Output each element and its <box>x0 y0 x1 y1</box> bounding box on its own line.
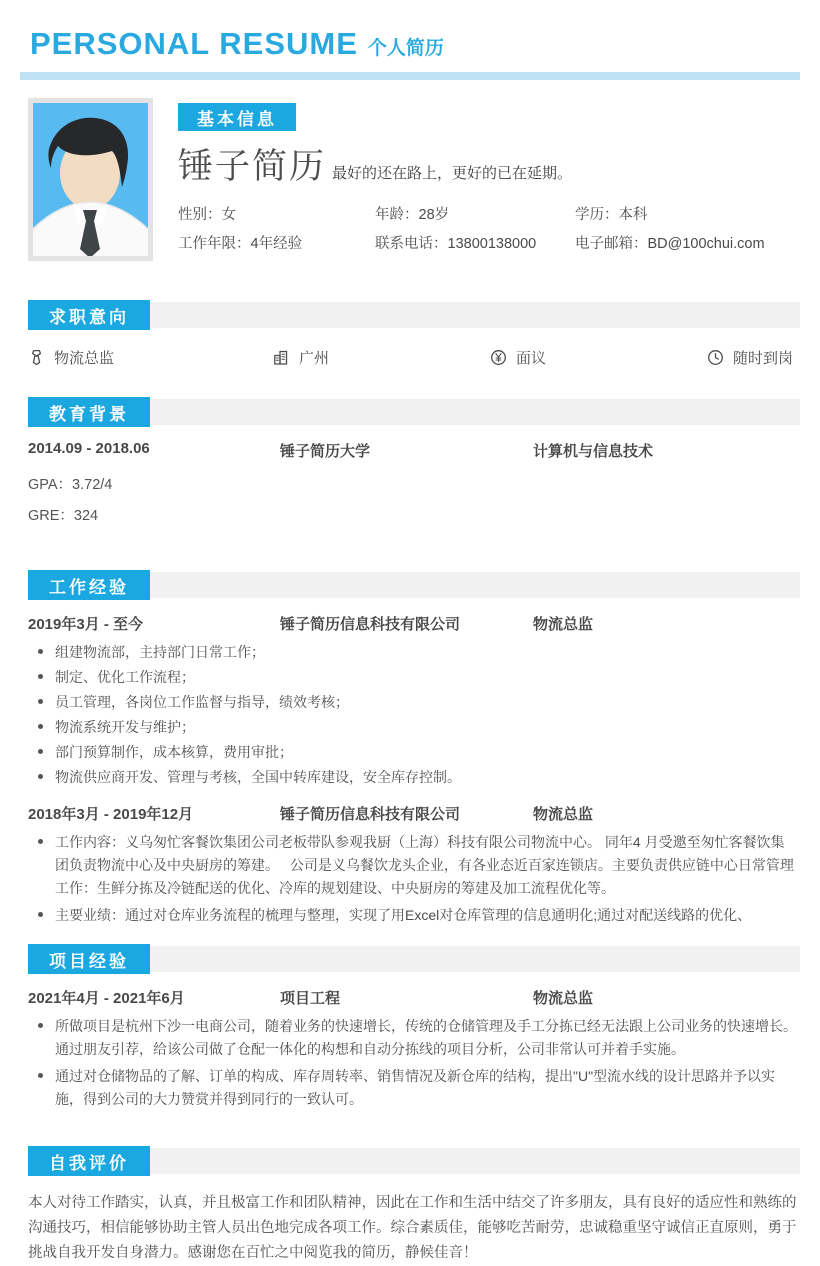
info-field-phone: 联系电话：13800138000 <box>375 236 537 252</box>
bullet-item: 所做项目是杭州下沙一电商公司，随着业务的快速增长，传统的仓储管理及手工分拣已经无法跟上公司业务的快速增长。通过朋友引荐，给该公司做了仓配一体化的构想和自动分拣线的项目分析，公司非常认可并着手实施。 <box>28 1015 798 1061</box>
info-field-gender: 性别：女 <box>178 207 236 223</box>
education-period: 2014.09 - 2018.06 <box>28 440 150 457</box>
page-header <box>0 0 820 62</box>
section-strip <box>150 399 800 425</box>
section-header-self-evaluation <box>28 1146 800 1176</box>
education-school: 锤子简历大学 <box>280 443 371 460</box>
bullet-item: 物流系统开发与维护； <box>28 716 798 738</box>
section-header-project <box>28 944 800 974</box>
bullet-item: 主要业绩：通过对仓库业务流程的梳理与整理，实现了用Excel对仓库管理的信息通明化;通过对配送线路的优化、 <box>28 904 798 927</box>
tagline: 最好的还在路上，更好的已在延期。 <box>332 165 573 182</box>
bullet-item: 工作内容：义乌匆忙客餐饮集团公司老板带队参观我厨（上海）科技有限公司物流中心。 同年4 月受邀至匆忙客餐饮集团负责物流中心及中央厨房的筹建。 公司是义乌餐饮龙头企业，有各业态近百家连锁店。主要负责供应链中心日常管理工作：生鲜分拣及冷链配送的优化、冷库的规划建设、中央厨房的筹建及加工流程优化等。 <box>28 831 798 900</box>
bullet-item: 物流供应商开发、管理与考核，全国中转库建设，安全库存控制。 <box>28 766 798 788</box>
section-header-work <box>28 570 800 600</box>
section-header-job-intent <box>28 300 800 330</box>
education-row <box>28 440 800 461</box>
info-field-age: 年龄：28岁 <box>375 207 450 223</box>
work-entry-2-bullets <box>28 831 798 927</box>
work-entry-period: 2018年3月 - 2019年12月 <box>28 806 194 823</box>
project-bullets <box>28 1015 798 1111</box>
project-title: 物流总监 <box>533 990 594 1007</box>
intent-salary-label: 面议 <box>516 350 547 367</box>
education-gpa: GPA：3.72/4 <box>28 477 113 493</box>
work-entry-1-row <box>28 613 800 634</box>
person-name: 锤子简历 <box>178 147 327 186</box>
section-strip <box>150 946 800 972</box>
info-field-email: 电子邮箱：BD@100chui.com <box>575 236 765 252</box>
work-entry-company: 锤子简历信息科技有限公司 <box>280 616 461 633</box>
work-entry-period: 2019年3月 - 至今 <box>28 616 144 633</box>
section-badge-basic-info: 基本信息 <box>178 103 296 131</box>
education-major: 计算机与信息技术 <box>533 443 654 460</box>
section-badge-work: 工作经验 <box>28 570 150 600</box>
page-subtitle: 个人简历 <box>367 38 444 59</box>
bullet-item: 通过对仓储物品的了解、订单的构成、库存周转率、销售情况及新仓库的结构，提出"U"型流水线的设计思路并予以实施，得到公司的大力赞赏并得到同行的一致认可。 <box>28 1065 798 1111</box>
avatar-image <box>33 103 148 256</box>
section-badge-education: 教育背景 <box>28 397 150 427</box>
basic-info-grid <box>178 203 800 253</box>
section-badge-job-intent: 求职意向 <box>28 300 150 330</box>
intent-city <box>273 347 490 368</box>
section-header-education <box>28 397 800 427</box>
intent-position-label: 物流总监 <box>54 350 115 367</box>
project-period: 2021年4月 - 2021年6月 <box>28 990 185 1007</box>
section-strip <box>150 302 800 328</box>
project-row <box>28 987 800 1008</box>
work-entry-company: 锤子简历信息科技有限公司 <box>280 806 461 823</box>
page-title: PERSONAL RESUME <box>30 26 358 61</box>
self-evaluation-text: 本人对待工作踏实，认真，并且极富工作和团队精神，因此在工作和生活中结交了许多朋友，具有良好的适应性和熟练的沟通技巧，相信能够协助主管人员出色地完成各项工作。综合素质佳，能够吃苦耐劳，忠诚稳重坚守诚信正直原则，勇于挑战自我开发自身潜力。感谢您在百忙之中阅览我的简历，静候佳音！ <box>28 1195 797 1261</box>
clock-icon <box>707 349 724 366</box>
intent-salary <box>490 347 707 368</box>
section-strip <box>150 572 800 598</box>
section-badge-project: 项目经验 <box>28 944 150 974</box>
yen-icon <box>490 349 507 366</box>
basic-info-section <box>28 98 800 261</box>
section-badge-self-evaluation: 自我评价 <box>28 1146 150 1176</box>
intent-availability <box>707 347 800 368</box>
profile-photo <box>28 98 153 261</box>
intent-position <box>28 347 273 368</box>
header-divider <box>20 72 800 80</box>
intent-availability-label: 随时到岗 <box>733 350 794 367</box>
bullet-item: 组建物流部，主持部门日常工作； <box>28 641 798 663</box>
building-icon <box>273 349 290 366</box>
info-field-degree: 学历：本科 <box>575 207 648 223</box>
work-entry-2-row <box>28 803 800 824</box>
bullet-item: 制定、优化工作流程； <box>28 666 798 688</box>
job-intent-row <box>28 347 800 368</box>
education-gre: GRE：324 <box>28 508 99 524</box>
intent-city-label: 广州 <box>299 350 330 367</box>
project-name: 项目工程 <box>280 990 341 1007</box>
work-entry-title: 物流总监 <box>533 616 594 633</box>
bullet-item: 部门预算制作，成本核算，费用审批； <box>28 741 798 763</box>
section-strip <box>150 1148 800 1174</box>
work-entry-title: 物流总监 <box>533 806 594 823</box>
bullet-item: 员工管理，各岗位工作监督与指导，绩效考核； <box>28 691 798 713</box>
tie-icon <box>28 349 45 366</box>
work-entry-1-bullets <box>28 641 798 788</box>
info-field-experience: 工作年限：4年经验 <box>178 236 303 252</box>
